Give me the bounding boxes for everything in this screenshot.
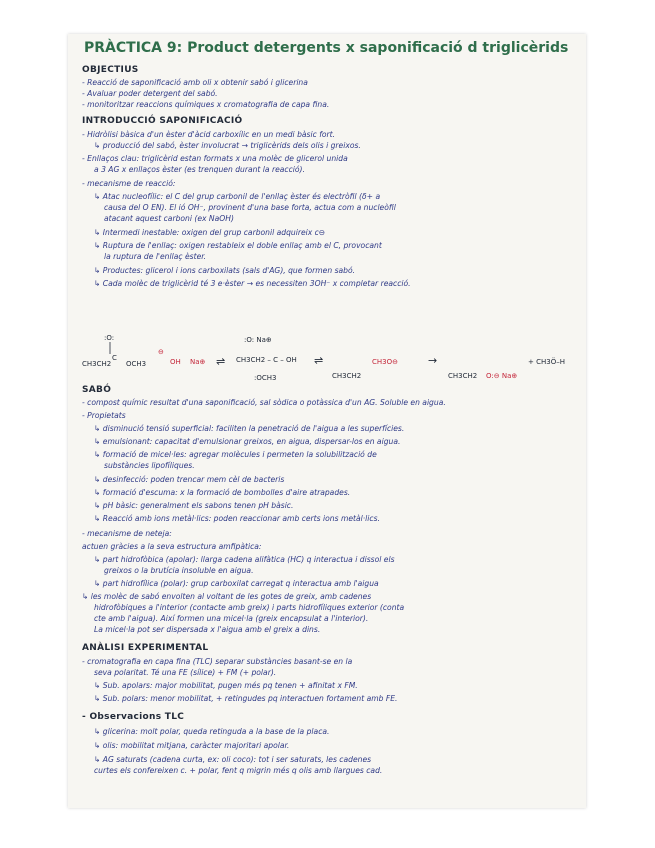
note-line: - Enllaços clau: triglicèrid estan formats x una molèc de glicerol unida (82, 154, 348, 163)
note-line: - Hidròlisi bàsica d'un èster d'àcid carboxílic en un medi bàsic fort. (82, 130, 336, 139)
carbonyl-oxygen: :O: (104, 334, 115, 342)
note-line: ↳ Cada molèc de triglicèrid té 3 e·èster → es necessiten 3OH⁻ x completar reacció. (94, 279, 411, 288)
section-heading-observacions: - Observacions TLC (82, 712, 185, 722)
note-line: La micel·la pot ser dispersada x l'aigua amb el greix a dins. (94, 625, 321, 634)
methoxide-ion: CH3O⊖ (372, 358, 398, 366)
page-title: PRÀCTICA 9: Product detergents x saponificació d triglicèrids (84, 40, 569, 56)
section-heading-introduccio: INTRODUCCIÓ SAPONIFICACIÓ (82, 116, 243, 126)
note-line: curtes els confereixen c. + polar, fent q migrin més q olis amb llargues cad. (94, 766, 383, 775)
note-line: ↳ emulsionant: capacitat d'emulsionar greixos, en aigua, dispersar-los en aigua. (94, 437, 401, 446)
note-line: ↳ desinfecció: poden trencar mem cèl de bacteris (94, 475, 285, 484)
acid-ethyl: CH3CH2 (332, 372, 362, 380)
note-line: ↳ Atac nucleofílic: el C del grup carbonil de l'enllaç èster és electròfil (δ+ a (94, 192, 381, 201)
reaction-arrow: → (428, 354, 438, 367)
note-line: a 3 AG x enllaços èster (es trenquen durant la reacció). (94, 165, 305, 174)
intermediate: CH3CH2 – C – OH (236, 356, 297, 364)
note-line: ↳ formació de micel·les: agregar molècules i permeten la solubilització de (94, 450, 377, 459)
carboxylate-charge: O:⊖ Na⊕ (486, 372, 518, 380)
note-line: ↳ Sub. apolars: major mobilitat, pugen més pq tenen + afinitat x FM. (94, 681, 358, 690)
note-line: ↳ glicerina: molt polar, queda retinguda a la base de la placa. (94, 727, 330, 736)
note-line: ↳ producció del sabó, èster involucrat → triglicèrids dels olis i greixos. (94, 141, 361, 150)
note-line: ↳ pH bàsic: generalment els sabons tenen pH bàsic. (94, 501, 294, 510)
note-line: hidrofòbiques a l'interior (contacte amb greix) i parts hidrofíliques exterior (conta (94, 603, 405, 612)
notebook-page (68, 34, 586, 808)
saponification-reaction-scheme (82, 334, 582, 382)
note-line: ↳ Ruptura de l'enllaç: oxigen restableix el doble enllaç amb el C, provocant (94, 241, 382, 250)
note-line: - monitoritzar reaccions químiques x cromatografia de capa fina. (82, 100, 330, 109)
intermediate-top: :O: Na⊕ (244, 336, 272, 344)
equilibrium-arrow: ⇌ (216, 355, 226, 368)
note-line: - mecanisme de neteja: (82, 529, 172, 538)
hydroxide-ion: OH (170, 358, 181, 366)
note-line: substàncies lipofíliques. (104, 461, 195, 470)
sodium-cation: Na⊕ (190, 358, 206, 366)
note-line: seva polaritat. Té una FE (sílice) + FM (+ polar). (94, 668, 277, 677)
intermediate-bottom: :OCH3 (254, 374, 277, 382)
carbonyl-carbon: C (112, 354, 117, 362)
note-line: ↳ Reacció amb ions metàl·lics: poden reaccionar amb certs ions metàl·lics. (94, 514, 380, 523)
section-heading-objectius: OBJECTIUS (82, 65, 139, 75)
note-line: - cromatografia en capa fina (TLC) separar substàncies basant-se en la (82, 657, 353, 666)
note-line: ↳ les molèc de sabó envolten al voltant de les gotes de greix, amb cadenes (82, 592, 372, 601)
note-line: atacant aquest carboni (ex NaOH) (104, 214, 234, 223)
section-heading-sabo: SABÓ (82, 385, 112, 395)
reactant-ethyl: CH3CH2 (82, 360, 112, 368)
note-line: ↳ disminució tensió superficial: faciliten la penetració de l'aigua a les superfícies. (94, 424, 405, 433)
note-line: actuen gràcies a la seva estructura amfipàtica: (82, 542, 262, 551)
methanol: + CH3Ö–H (528, 358, 565, 366)
note-line: ↳ olis: mobilitat mitjana, caràcter majoritari apolar. (94, 741, 290, 750)
note-line: causa del O EN). El ió OH⁻, provinent d'una base forta, actua com a nucleòfil (104, 203, 396, 212)
note-line: ↳ formació d'escuma: x la formació de bombolles d'aire atrapades. (94, 488, 351, 497)
note-line: la ruptura de l'enllaç èster. (104, 252, 207, 261)
note-line: ↳ part hidrofòbica (apolar): llarga cadena alifàtica (HC) q interactua i dissol els (94, 555, 395, 564)
charge-label: ⊖ (158, 348, 164, 356)
note-line: - Propietats (82, 411, 126, 420)
note-line: - mecanisme de reacció: (82, 179, 176, 188)
note-line: ↳ Sub. polars: menor mobilitat, + retingudes pq interactuen fortament amb FE. (94, 694, 398, 703)
note-line: - compost químic resultat d'una saponificació, sal sòdica o potàssica d'un AG. Soluble en aigua. (82, 398, 446, 407)
note-line: - Reacció de saponificació amb oli x obtenir sabó i glicerina (82, 78, 308, 87)
equilibrium-arrow-2: ⇌ (314, 354, 324, 367)
note-line: ↳ AG saturats (cadena curta, ex: oli coco): tot i ser saturats, les cadenes (94, 755, 372, 764)
note-line: - Avaluar poder detergent del sabó. (82, 89, 218, 98)
note-line: ↳ part hidrofílica (polar): grup carboxilat carregat q interactua amb l'aigua (94, 579, 379, 588)
ester-methoxy: OCH3 (126, 360, 147, 368)
note-line: ↳ Productes: glicerol i ions carboxilats (sals d'AG), que formen sabó. (94, 266, 356, 275)
note-line: greixos o la brutícia insoluble en aigua. (104, 566, 254, 575)
section-heading-analisi: ANÀLISI EXPERIMENTAL (82, 643, 209, 653)
note-line: cte amb l'aigua). Així formen una micel·la (greix encapsulat a l'interior). (94, 614, 369, 623)
carboxylate-ethyl: CH3CH2 (448, 372, 478, 380)
note-line: ↳ Intermedi inestable: oxigen del grup carbonil adquireix c⊖ (94, 228, 326, 237)
